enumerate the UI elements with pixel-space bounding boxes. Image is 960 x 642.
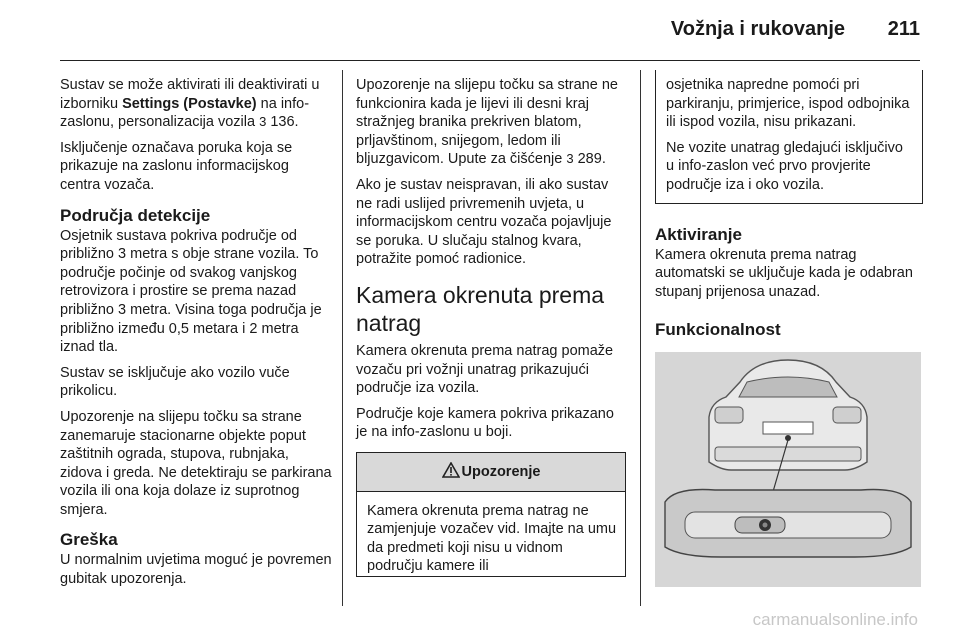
heading-activation: Aktiviranje bbox=[655, 224, 742, 244]
column-right bbox=[655, 76, 923, 587]
warning-title: Upozorenje bbox=[461, 463, 541, 480]
warning-triangle-icon bbox=[442, 462, 460, 478]
paragraph-camera-display: Područje koje kamera pokriva prikazano je na info-zaslonu u boji. bbox=[356, 405, 614, 441]
header-divider bbox=[60, 60, 920, 61]
warning-box bbox=[356, 452, 626, 577]
car-rear-icon bbox=[655, 352, 921, 587]
warning-continued-text-2: Ne vozite unatrag gledajući isključivo u info-zaslon već prvo provjerite područje iza i oko vozila. bbox=[666, 139, 903, 193]
paragraph-system-fault: Ako je sustav neispravan, ili ako sustav ne radi uslijed privremenih uvjeta, u informacijskom centru vozača pojavljuje se poruka. U slučaju stalnog kvara, potražite pomoć radionice. bbox=[356, 176, 612, 268]
paragraph-fault: U normalnim uvjetima moguć je povremen gubitak upozorenja. bbox=[60, 552, 332, 588]
heading-rear-camera: Kamera okrenuta prema natrag bbox=[356, 281, 605, 336]
watermark: carmanualsonline.info bbox=[752, 610, 918, 629]
section-title: Vožnja i rukovanje bbox=[670, 18, 845, 40]
warning-body: Kamera okrenuta prema natrag ne zamjenjuje vozačev vid. Imajte na umu da predmeti koji nisu u vidnom području kamere ili bbox=[367, 502, 617, 575]
paragraph-activation: Kamera okrenuta prema natrag automatski se uključuje kada je odabran stupanj prijenosa unazad. bbox=[655, 246, 913, 300]
column-divider bbox=[640, 70, 641, 606]
page-number: 211 bbox=[887, 18, 920, 40]
paragraph-detection-range: Osjetnik sustava pokriva područje od približno 3 metra s obje strane vozila. To područje počinje od svakog vanjskog retrovizora i prostire se prema nazad približno 3 metra. Visina toga područja je približno između 0,5 metara i 2 metra iznad tla. bbox=[60, 227, 322, 356]
paragraph-stationary-objects: Upozorenje na slijepu točku sa strane zanemaruje stacionarne objekte poput zaštitnih ograda, stupova, rubnjaka, zidova i greda. Ne detektiraju se parkirana vozila ili ona koja dolaze iz suprotnog smjera. bbox=[60, 408, 332, 518]
page-ref-icon: 3 bbox=[259, 114, 267, 130]
paragraph-trailer: Sustav se isključuje ako vozilo vuče prikolicu. bbox=[60, 364, 290, 400]
warning-box-continued bbox=[655, 70, 923, 204]
paragraph-activation-settings: Sustav se može aktivirati ili deaktivirati u izborniku Settings (Postavke) na info-zaslonu, personalizacija vozila 3 136. bbox=[60, 77, 320, 131]
column-divider bbox=[342, 70, 343, 606]
heading-functionality: Funkcionalnost bbox=[655, 320, 781, 340]
settings-menu-label: Settings (Postavke) bbox=[122, 95, 257, 112]
column-middle bbox=[356, 76, 626, 577]
heading-fault: Greška bbox=[60, 530, 118, 550]
paragraph-camera-purpose: Kamera okrenuta prema natrag pomaže vozaču pri vožnji unatrag prikazujući područje iza vozila. bbox=[356, 342, 614, 397]
page-ref-link[interactable]: 136. bbox=[266, 114, 299, 131]
page-ref-icon: 3 bbox=[566, 151, 574, 167]
page-header bbox=[0, 0, 960, 62]
column-left bbox=[60, 76, 332, 596]
paragraph-deactivation-message: Isključenje označava poruka koja se prikazuje na zaslonu informacijskog centra vozača. bbox=[60, 139, 293, 193]
page-ref-link[interactable]: 289. bbox=[573, 151, 606, 168]
rear-camera-illustration bbox=[655, 352, 921, 587]
heading-detection-zones: Područja detekcije bbox=[60, 205, 211, 225]
warning-continued-text: osjetnika napredne pomoći pri parkiranju, primjerice, ispod odbojnika ili ispod vozila, nisu prikazani. bbox=[666, 77, 910, 131]
paragraph-bumper-covered: Upozorenje na slijepu točku sa strane ne funkcionira kada je lijevi ili desni kraj stražnjeg branika prekriven blatom, prljavštinom, snijegom, ledom ili bljuzgavicom. Upute za čišćenje 3 289. bbox=[356, 77, 618, 168]
warning-header bbox=[357, 453, 625, 492]
